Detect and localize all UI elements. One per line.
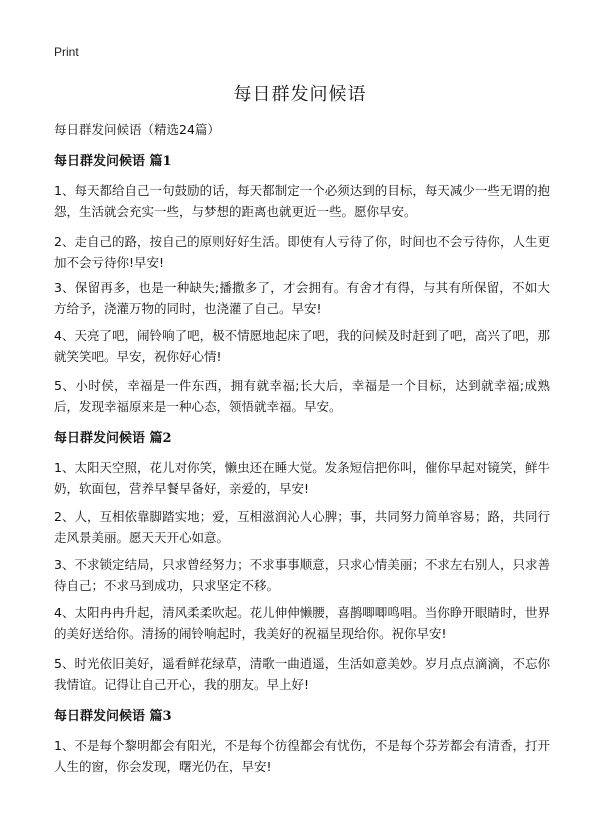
section-heading-3: 每日群发问候语 篇3 [54, 709, 172, 724]
section-heading-1: 每日群发问候语 篇1 [54, 154, 172, 169]
paragraph: 5、时光依旧美好，遥看鲜花绿草，清歌一曲逍遥，生活如意美妙。岁月点点滴滴，不忘你我情谊。记得让自己开心，我的朋友。早上好! [54, 656, 550, 692]
print-link[interactable]: Print [54, 45, 79, 59]
paragraph: 3、保留再多，也是一种缺失;播撒多了，才会拥有。有舍才有得，与其有所保留，不如大方给予，浇灌万物的同时，也浇灌了自己。早安! [54, 280, 550, 316]
paragraph: 1、不是每个黎明都会有阳光，不是每个彷徨都会有忧伤，不是每个芬芳都会有清香，打开人生的窗，你会发现，曙光仍在，早安! [54, 738, 550, 774]
paragraph: 4、天亮了吧，闹铃响了吧，极不情愿地起床了吧，我的问候及时赶到了吧，高兴了吧，那就笑笑吧。早安，祝你好心情! [54, 328, 550, 364]
paragraph: 5、小时侯，幸福是一件东西，拥有就幸福;长大后，幸福是一个目标，达到就幸福;成熟后，发现幸福原来是一种心态，领悟就幸福。早安。 [54, 378, 550, 414]
section-heading-2: 每日群发问候语 篇2 [54, 431, 172, 446]
document-title: 每日群发问候语 [233, 84, 367, 105]
paragraph: 2、走自己的路，按自己的原则好好生活。即使有人亏待了你，时间也不会亏待你，人生更加不会亏待你!早安! [54, 234, 550, 270]
document-subtitle: 每日群发问候语（精选24篇） [54, 122, 220, 137]
paragraph: 4、太阳冉冉升起，清风柔柔吹起。花儿伸伸懒腰，喜鹊唧唧鸣唱。当你睁开眼睛时，世界的美好送给你。清扬的闹铃响起时，我美好的祝福呈现给你。祝你早安! [54, 605, 550, 641]
paragraph: 1、每天都给自己一句鼓励的话，每天都制定一个必须达到的目标，每天减少一些无谓的抱怨，生活就会充实一些，与梦想的距离也就更近一些。愿你早安。 [54, 183, 550, 219]
paragraph: 3、不求锁定结局，只求曾经努力；不求事事顺意，只求心情美丽；不求左右别人，只求善待自己；不求马到成功，只求坚定不移。 [54, 557, 550, 593]
paragraph: 1、太阳天空照，花儿对你笑，懒虫还在睡大觉。发条短信把你叫，催你早起对镜笑，鲜牛奶，软面包，营养早餐早备好，亲爱的，早安! [54, 460, 550, 496]
paragraph: 2、人，互相依靠脚踏实地；爱，互相滋润沁人心脾；事，共同努力简单容易；路，共同行走风景美丽。愿天天开心如意。 [54, 509, 550, 545]
